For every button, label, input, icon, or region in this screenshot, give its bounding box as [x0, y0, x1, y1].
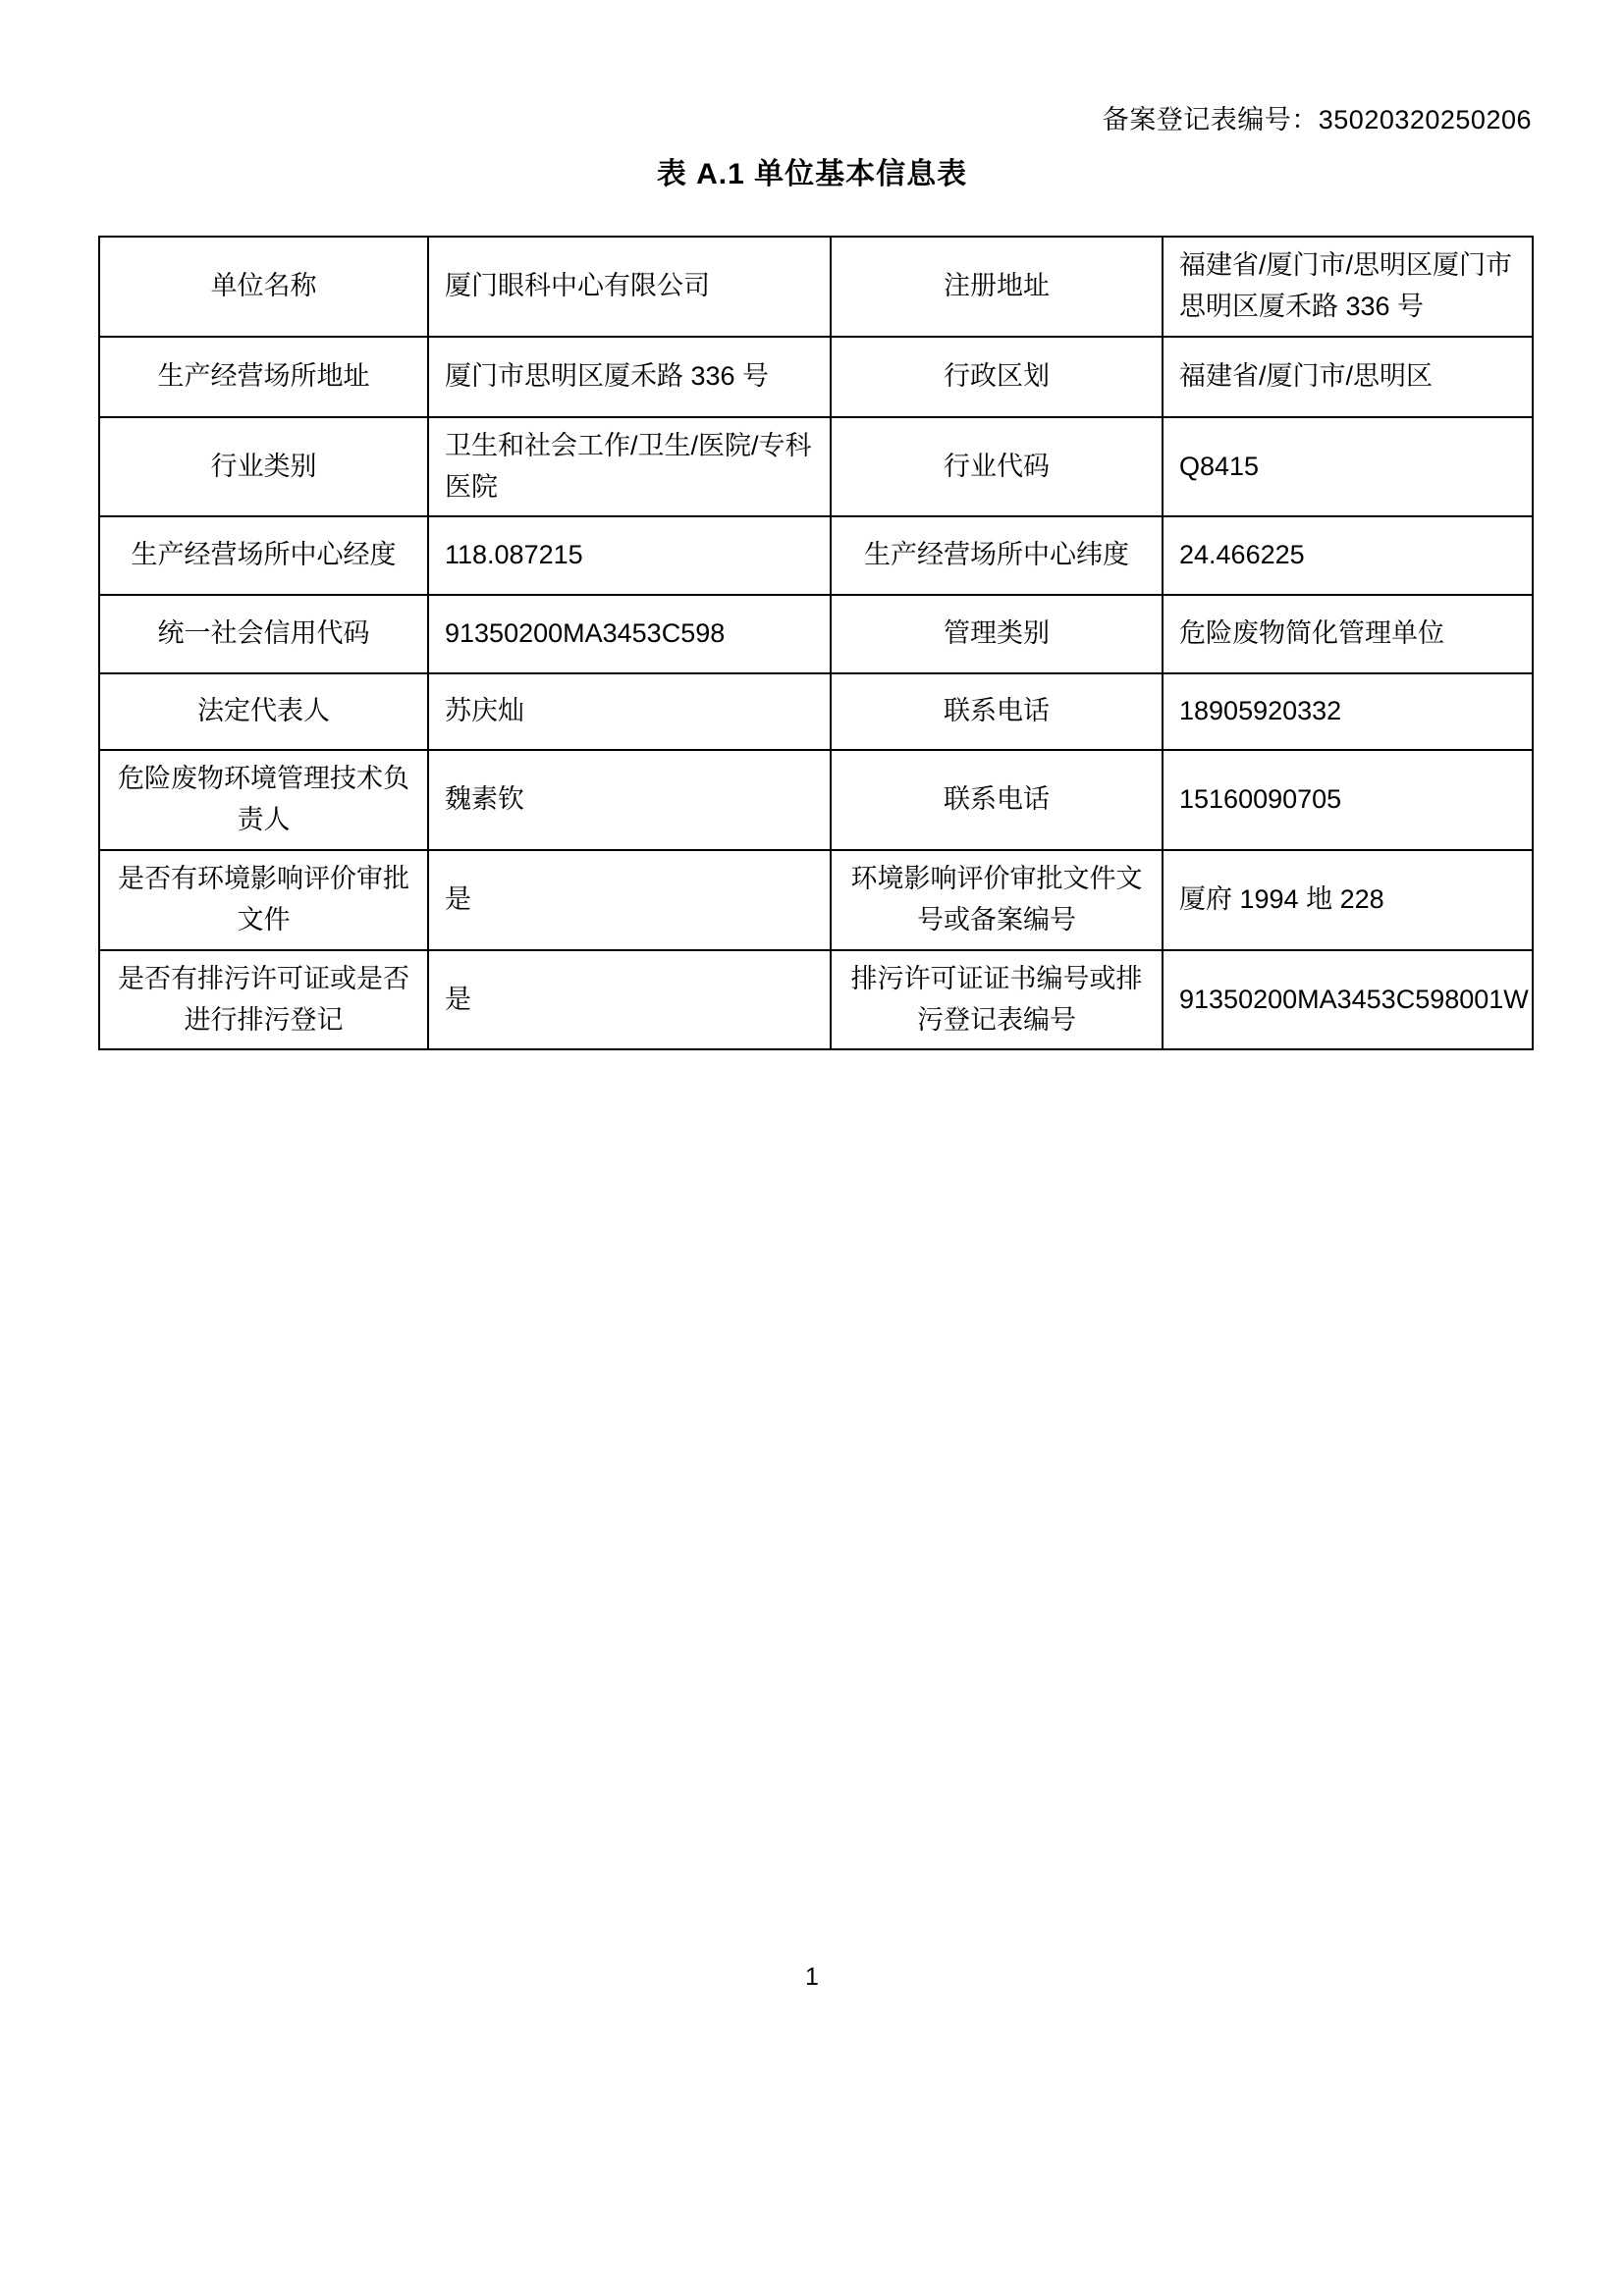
value-has-pollutant-discharge-permit: 是	[428, 950, 831, 1050]
value-unified-social-credit-code: 91350200MA3453C598	[428, 595, 831, 673]
value-management-category: 危险废物简化管理单位	[1163, 595, 1533, 673]
label-contact-phone-1: 联系电话	[831, 673, 1163, 750]
value-site-center-latitude: 24.466225	[1163, 516, 1533, 595]
table-row	[99, 337, 1533, 417]
table-row	[99, 595, 1533, 673]
value-industry-category: 卫生和社会工作/卫生/医院/专科医院	[428, 417, 831, 517]
label-has-eia-approval-document: 是否有环境影响评价审批文件	[99, 850, 428, 950]
page-number: 1	[805, 1963, 819, 1991]
label-discharge-permit-number: 排污许可证证书编号或排污登记表编号	[831, 950, 1163, 1050]
label-industry-category: 行业类别	[99, 417, 428, 517]
table-row	[99, 950, 1533, 1050]
value-operation-site-address: 厦门市思明区厦禾路 336 号	[428, 337, 831, 417]
value-contact-phone-1: 18905920332	[1163, 673, 1533, 750]
table-row	[99, 417, 1533, 517]
label-management-category: 管理类别	[831, 595, 1163, 673]
unit-basic-info-table	[98, 236, 1534, 1050]
value-legal-representative: 苏庆灿	[428, 673, 831, 750]
label-hazwaste-env-tech-manager: 危险废物环境管理技术负责人	[99, 750, 428, 850]
label-administrative-division: 行政区划	[831, 337, 1163, 417]
value-unit-name: 厦门眼科中心有限公司	[428, 237, 831, 337]
label-operation-site-address: 生产经营场所地址	[99, 337, 428, 417]
value-registered-address: 福建省/厦门市/思明区厦门市思明区厦禾路 336 号	[1163, 237, 1533, 337]
table-row	[99, 516, 1533, 595]
table-row	[99, 750, 1533, 850]
label-site-center-longitude: 生产经营场所中心经度	[99, 516, 428, 595]
table-row	[99, 850, 1533, 950]
value-has-eia-approval-document: 是	[428, 850, 831, 950]
label-site-center-latitude: 生产经营场所中心纬度	[831, 516, 1163, 595]
label-industry-code: 行业代码	[831, 417, 1163, 517]
label-unit-name: 单位名称	[99, 237, 428, 337]
label-legal-representative: 法定代表人	[99, 673, 428, 750]
label-contact-phone-2: 联系电话	[831, 750, 1163, 850]
value-industry-code: Q8415	[1163, 417, 1533, 517]
label-eia-document-number: 环境影响评价审批文件文号或备案编号	[831, 850, 1163, 950]
value-site-center-longitude: 118.087215	[428, 516, 831, 595]
value-discharge-permit-number: 91350200MA3453C598001W	[1163, 950, 1533, 1050]
registration-form-number: 备案登记表编号：35020320250206	[1102, 105, 1532, 134]
value-hazwaste-env-tech-manager: 魏素钦	[428, 750, 831, 850]
label-has-pollutant-discharge-permit: 是否有排污许可证或是否进行排污登记	[99, 950, 428, 1050]
value-administrative-division: 福建省/厦门市/思明区	[1163, 337, 1533, 417]
table-title: 表 A.1 单位基本信息表	[656, 158, 968, 190]
table-row	[99, 237, 1533, 337]
table-row	[99, 673, 1533, 750]
label-registered-address: 注册地址	[831, 237, 1163, 337]
value-contact-phone-2: 15160090705	[1163, 750, 1533, 850]
value-eia-document-number: 厦府 1994 地 228	[1163, 850, 1533, 950]
label-unified-social-credit-code: 统一社会信用代码	[99, 595, 428, 673]
